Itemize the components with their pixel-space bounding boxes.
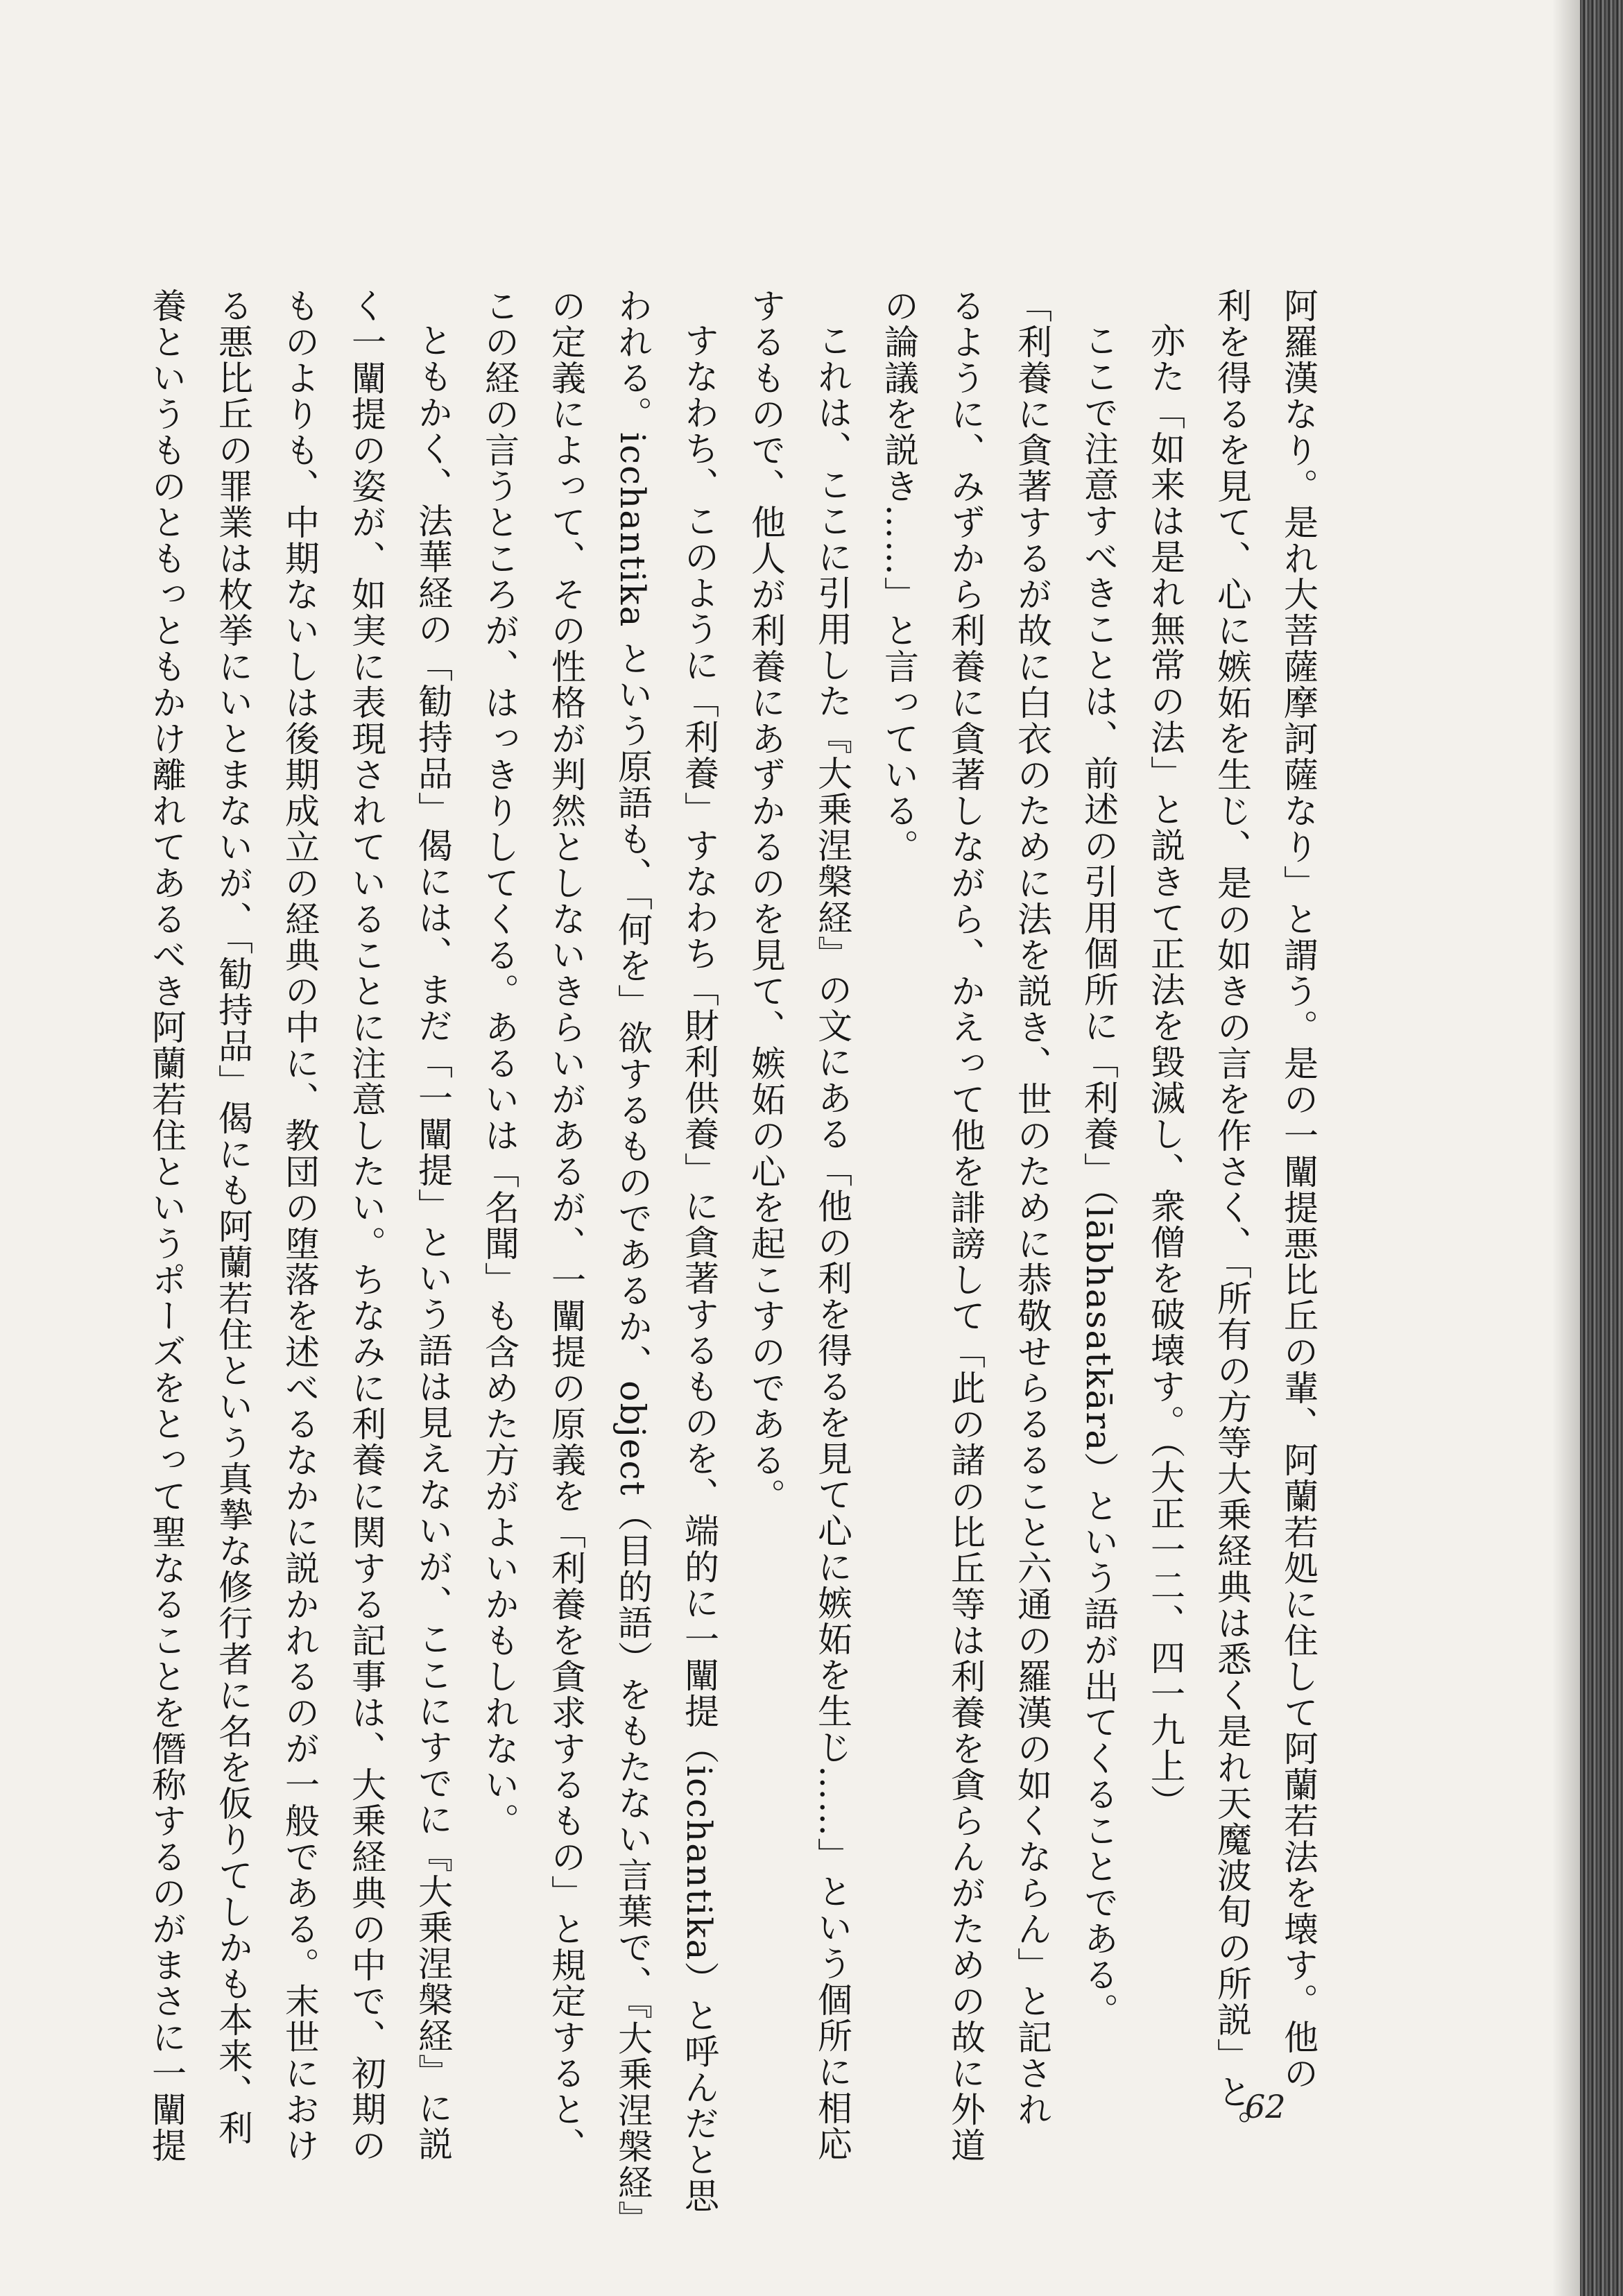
text-line: ここで注意すべきことは、前述の引用個所に「利養」（lābhasatkāra）という語が出てくることである。 [1079,323,1119,2030]
text-line: この経の言うところが、はっきりしてくる。あるいは「名聞」も含めた方がよいかもしれない。 [479,288,519,1839]
text-line: ものよりも、中期ないしは後期成立の経典の中に、教団の堕落を述べるなかに説かれるのが一般である。末世におけ [280,288,320,2164]
text-line: の定義によって、その性格が判然としないきらいがあるが、一闡提の原義を「利養を貪求するもの」と規定すると、 [546,288,586,2164]
text-line: すなわち、このように「利養」すなわち「財利供養」に貪著するものを、端的に一闡提（icchantika）と呼んだと思 [679,323,719,2214]
text-line: るように、みずから利養に貪著しながら、かえって他を誹謗して「此の諸の比丘等は利養を貪らんがための故に外道 [945,288,986,2164]
binding-shadow [1552,0,1580,2296]
text-line: る悪比丘の罪業は枚挙にいとまないが、「勧持品」偈にも阿蘭若住という真摯な修行者に名を仮りてしかも本来、利 [213,288,253,2146]
text-line: 阿羅漢なり。是れ大菩薩摩訶薩なり」と謂う。是の一闡提悪比丘の輩、阿蘭若処に住して阿蘭若法を壊す。他の [1278,288,1319,2091]
text-line: 亦た「如来は是れ無常の法」と説きて正法を毀滅し、衆僧を破壊す。（大正一二、四一九上） [1145,323,1185,1820]
text-line: 利を得るを見て、心に嫉妬を生じ、是の如きの言を作さく、「所有の方等大乗経典は悉く是れ天魔波旬の所説」と。 [1212,288,1252,2146]
text-line: これは、ここに引用した『大乗涅槃経』の文にある「他の利を得るを見て心に嫉妬を生じ……」という個所に相応 [812,323,852,2162]
text-line: われる。icchantika という原語も、「何を」欲するものであるか、object（目的語）をもたない言葉で、『大乗涅槃経』 [612,288,653,2237]
text-line: ともかく、法華経の「勧持品」偈には、まだ「一闡提」という語は見えないが、ここにすでに『大乗涅槃経』に説 [413,323,453,2162]
text-line: く一闡提の姿が、如実に表現されていることに注意したい。ちなみに利養に関する記事は、大乗経典の中で、初期の [346,288,386,2164]
text-line: 「利養に貪著するが故に白衣のために法を説き、世のために恭敬せらるること六通の羅漢の如くならん」と記され [1012,288,1052,2127]
text-line: 養というものともっともかけ離れてあるべき阿蘭若住というポーズをとって聖なることを僭称するのがまさに一闡提 [146,288,187,2164]
text-line: するもので、他人が利養にあずかるのを見て、嫉妬の心を起こすのである。 [746,288,786,1514]
text-line: の論議を説き……」と言っている。 [879,288,919,865]
page-number: 62 [1245,2088,1286,2125]
book-binding [1580,0,1623,2296]
